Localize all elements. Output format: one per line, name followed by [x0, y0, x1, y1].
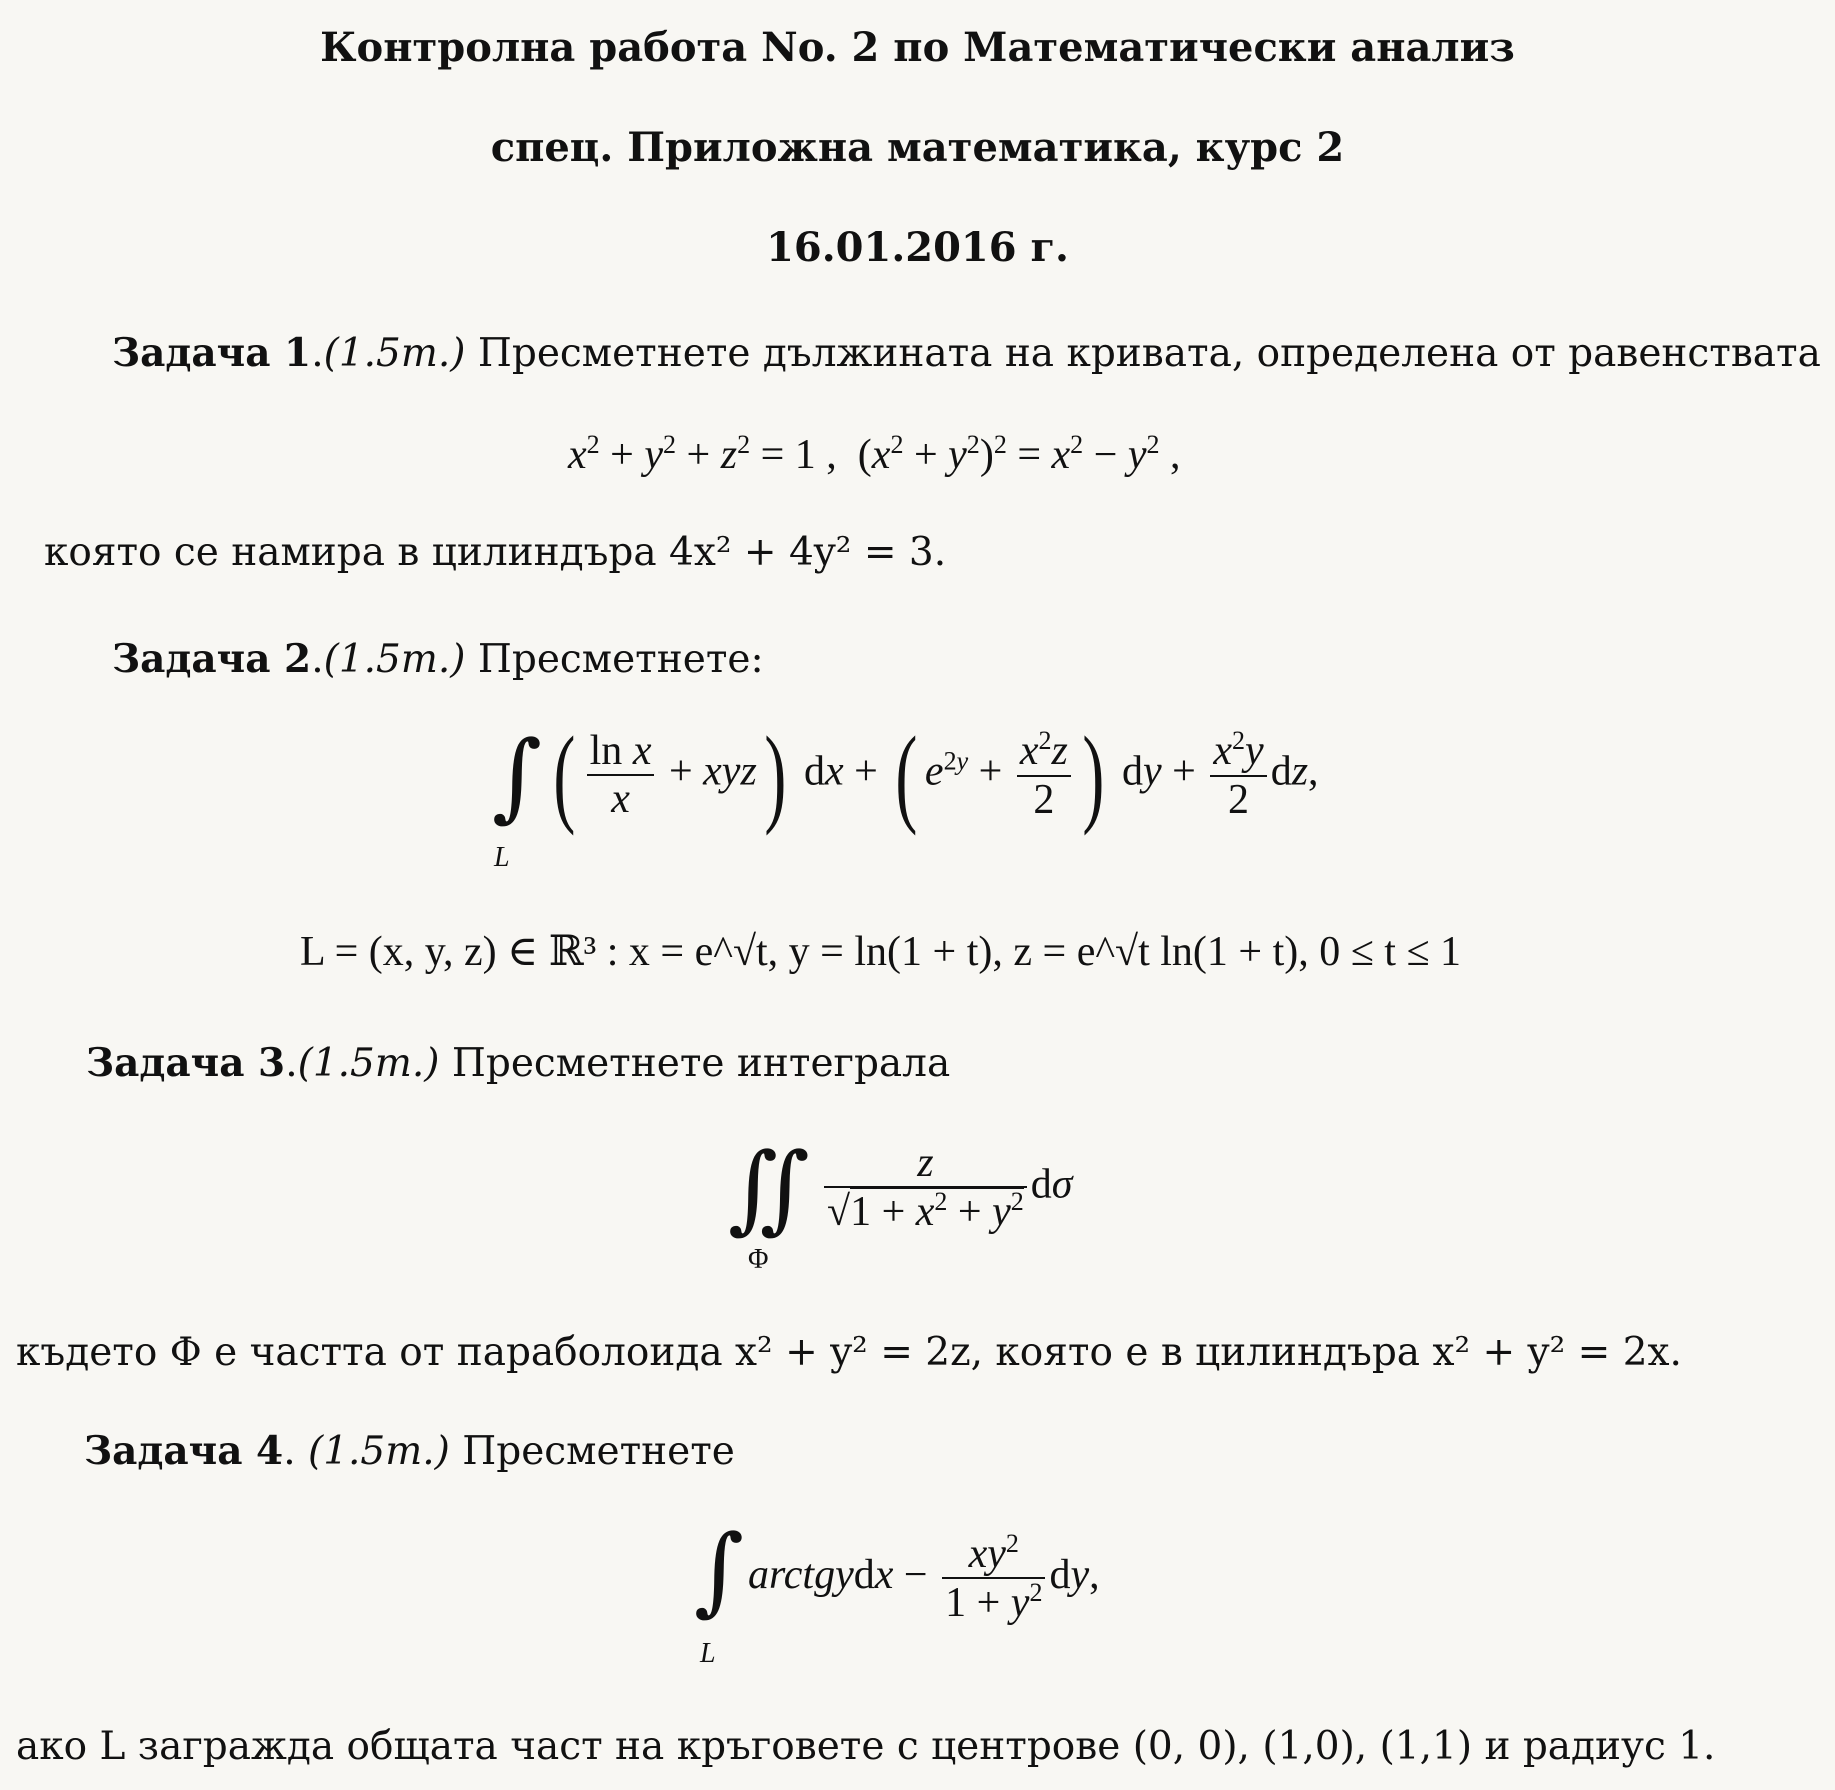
task-3-condition: където Φ е частта от параболоида x² + y² = 2z, която е в цилиндъра x² + y² = 2x. [16, 1330, 1682, 1375]
task-1-points: (1.5m.) [323, 331, 466, 376]
task-4-integral-sign: ∫ [694, 1514, 745, 1626]
task-3-points: (1.5m.) [297, 1041, 440, 1086]
task-2-integrand: ( $\frac{\text{ln x}}{x}$ + xyz) dx + ( $e^{2y}$ + $\frac{x^2z}{2}$ ) dy + $\frac{x^2y}{2}$ dz, [553, 714, 1319, 836]
task-3-double-integral-sign: ∬ [728, 1132, 810, 1244]
task-2-label: Задача 2 [112, 636, 312, 682]
task-1-heading: Задача 1.(1.5m.) Пресметнете дължината на кривата, определена от равенствата [112, 330, 1821, 376]
task-3-label: Задача 3 [86, 1040, 286, 1086]
exam-title: Контролна работа No. 2 по Математически анализ [320, 24, 1515, 71]
task-4-integrand: arctgydx − $\frac{xy^2}{1 + y^2}$ dy, [748, 1529, 1100, 1627]
task-4-integral-subscript: L [700, 1638, 716, 1669]
task-4-text: Пресметнете [462, 1429, 735, 1474]
task-1-equations: $x^2 + y^2 + z^2 = 1$ , $(x^2 + y^2)^2 = x^2 - y^2$ , [568, 430, 1181, 478]
task-2-curve-definition: L = (x, y, z) ∈ ℝ³ : x = e^√t, y = ln(1 + t), z = e^√t ln(1 + t), 0 ≤ t ≤ 1 [300, 929, 1462, 975]
task-2-points: (1.5m.) [323, 637, 466, 682]
task-1-label: Задача 1 [112, 330, 312, 376]
task-1-condition: която се намира в цилиндъра 4x² + 4y² = 3. [44, 530, 947, 575]
task-3-text: Пресметнете интеграла [451, 1041, 951, 1086]
task-4-condition: ако L загражда общата част на кръговете с центрове (0, 0), (1,0), (1,1) и радиус 1. [16, 1724, 1716, 1769]
task-4-points: (1.5m.) [308, 1429, 450, 1474]
task-4-heading: Задача 4. (1.5m.) Пресметнете [84, 1428, 735, 1474]
task-2-integral-sign: ∫ [492, 720, 543, 832]
task-2-integral-subscript: L [494, 842, 510, 873]
task-2-text: Пресметнете: [477, 637, 764, 682]
task-3-integrand: $\frac{z}{√1 + x^2 + y^2}$ dσ [820, 1140, 1073, 1235]
exam-date: 16.01.2016 г. [766, 224, 1069, 271]
task-3-integral-subscript: Φ [748, 1244, 769, 1275]
task-3-heading: Задача 3.(1.5m.) Пресметнете интеграла [86, 1040, 951, 1086]
task-1-text: Пресметнете дължината на кривата, определена от равенствата [477, 331, 1821, 376]
task-2-heading: Задача 2.(1.5m.) Пресметнете: [112, 636, 764, 682]
task-4-label: Задача 4 [84, 1428, 284, 1474]
exam-subtitle: спец. Приложна математика, курс 2 [490, 124, 1345, 171]
